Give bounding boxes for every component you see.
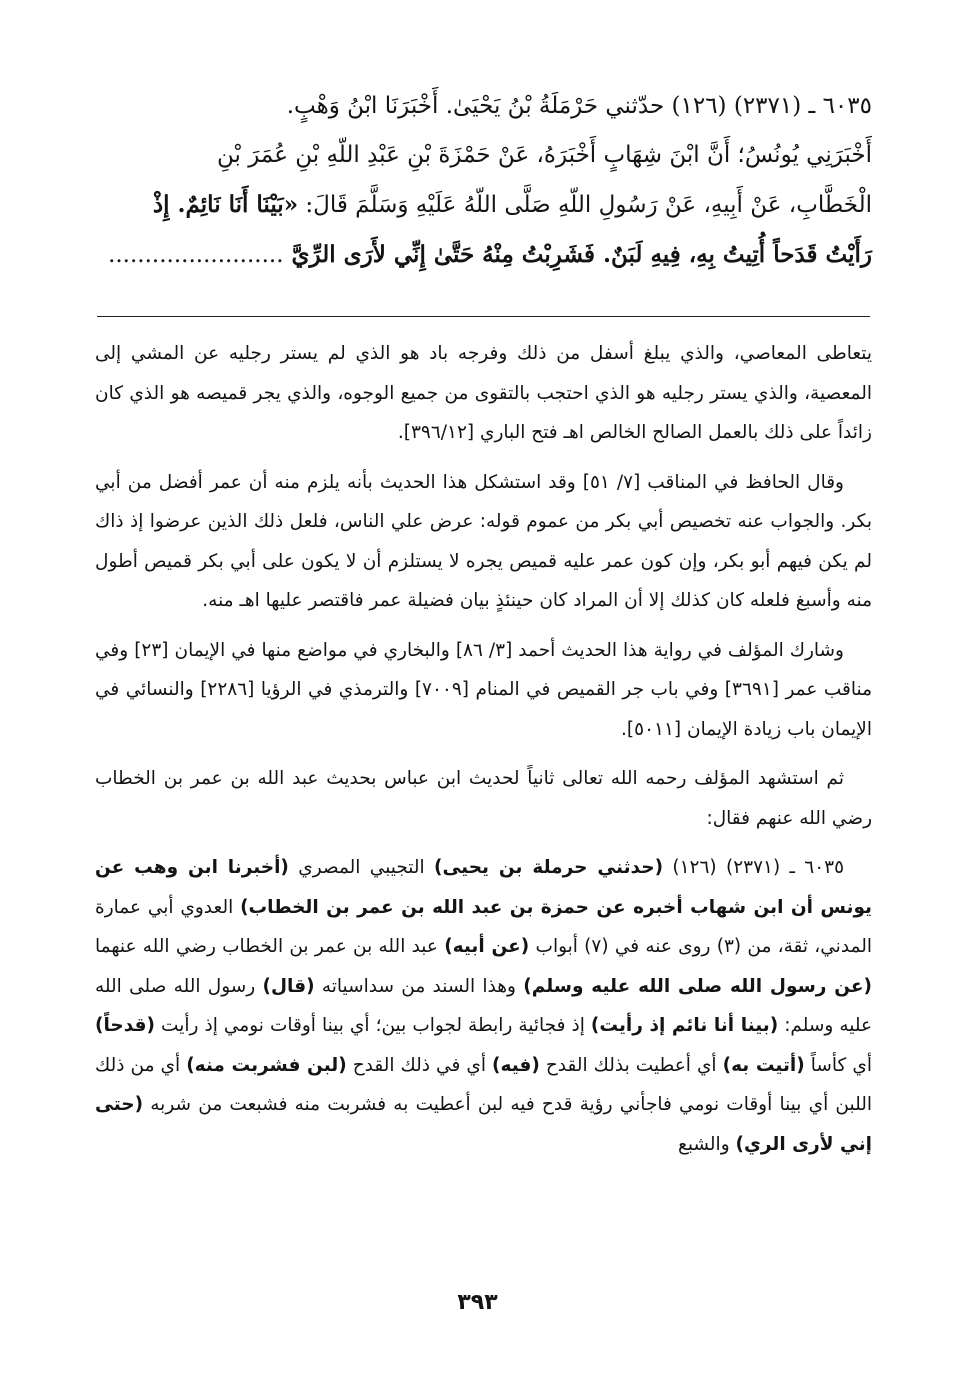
hadith-line-bold: رَأَيْتُ قَدَحاً أُتِيتُ بِهِ، فِيهِ لَبَنٌ. فَشَرِبْتُ مِنْهُ حَتَّىٰ إِنِّي لأَرَى الرِّيَّ <box>283 241 872 268</box>
hadith-line <box>95 230 872 280</box>
commentary-section <box>95 334 872 1174</box>
hadith-dots: ........................ <box>108 242 284 268</box>
text-run: إذ فجائية رابطة لجواب بين؛ أي بينا أوقات نومي إذ رأيت <box>155 1015 591 1036</box>
bold-run: (أخبرنا ابن وهب عن يونس أن ابن شهاب أخبره عن حمزة بن عبد الله بن عمر بن الخطاب) <box>95 857 872 918</box>
bold-run: (قال) <box>262 975 315 997</box>
commentary-paragraph <box>95 848 872 1164</box>
footnote-divider <box>97 316 870 317</box>
text-run: أي من ذلك اللبن أي بينا أوقات نومي فاجأني رؤية قدح فيه لبن أعطيت به فشربت منه فشبعت من شربه <box>95 1054 872 1115</box>
hadith-line: أَخْبَرَنِي يُونُسُ؛ أَنَّ ابْنَ شِهَابٍ أَخْبَرَهُ، عَنْ حَمْزَةَ بْنِ عَبْدِ اللّهِ بْنِ عُمَرَ بْنِ <box>216 142 872 168</box>
text-run: أي في ذلك القدح <box>346 1054 493 1076</box>
page-number: ٣٩٣ <box>457 1290 498 1315</box>
text-run: أي كأساً <box>804 1054 872 1076</box>
bold-run: (بينا أنا نائم إذ رأيت) <box>590 1015 779 1036</box>
bold-run: (قدحاً) <box>95 1015 155 1036</box>
hadith-line: ٦٠٣٥ ـ (٢٣٧١) (١٢٦) حدّثني حَرْمَلَةُ بْنُ يَحْيَىٰ. أَخْبَرَنَا ابْنُ وَهْبٍ. <box>286 93 872 119</box>
commentary-paragraph: وقال الحافظ في المناقب [٧/ ٥١] وقد استشكل هذا الحديث بأنه يلزم منه أن عمر أفضل من أبي بكر. والجواب عنه تخصيص أبي بكر من عموم قوله: عرض علي الناس، فلعل ذلك الذين عرضوا إذ ذاك لم يكن فيهم أبو بكر، وإن كون عمر عليه قميص يجره لا يستلزم أن لا يكون على أبي بكر قميص أطول منه وأسبغ فلعله كان كذلك إلا أن المراد كان حينئذٍ بيان فضيلة عمر فاقتصر عليها اهـ منه. <box>95 471 872 611</box>
bold-run: (لبن فشربت منه) <box>186 1054 347 1076</box>
text-run: أي أعطيت بذلك القدح <box>539 1054 723 1076</box>
hadith-line-plain: الْخَطَّابِ، عَنْ أَبِيهِ، عَنْ رَسُولِ اللّهِ صَلَّى اللّهُ عَلَيْهِ وَسَلَّمَ قَالَ: <box>298 192 872 218</box>
bold-run: (فيه) <box>492 1054 540 1076</box>
text-run: والشبع <box>677 1133 736 1155</box>
bold-run: (عن رسول الله صلى الله عليه وسلم) <box>523 975 872 997</box>
bold-run: (حدثني حرملة بن يحيى) <box>434 857 664 878</box>
hadith-line-bold: «بَيْنَا أَنَا نَائِمٌ. إِذْ <box>152 191 299 218</box>
text-run: وهذا السند من سداسياته <box>314 975 524 997</box>
commentary-paragraph: وشارك المؤلف في رواية هذا الحديث أحمد [٣/ ٨٦] والبخاري في مواضع منها في الإيمان [٢٣] وفي مناقب عمر [٣٦٩١] وفي باب جر القميص في المنام [٧٠٠٩] والترمذي في الرؤيا [٢٢٨٦] والنسائي في الإيمان باب زيادة الإيمان [٥٠١١]. <box>95 639 872 740</box>
text-run: العدوي أبي عمارة المدني، ثقة، من (٣) روى عنه في (٧) أبواب <box>95 896 873 957</box>
hadith-text <box>95 82 872 280</box>
commentary-paragraph: ثم استشهد المؤلف رحمه الله تعالى ثانياً لحديث ابن عباس بحديث عبد الله بن عمر بن الخطاب رضي الله عنهم فقال: <box>95 768 872 829</box>
hadith-line <box>95 180 872 230</box>
commentary-paragraph: يتعاطى المعاصي، والذي يبلغ أسفل من ذلك وفرجه باد هو الذي لم يستر رجليه عن المشي إلى المعصية، والذي يستر رجليه هو الذي احتجب بالتقوى من جميع الوجوه، والذي يجر قميصه هو الذي كان زائداً على ذلك بالعمل الصالح الخالص اهـ فتح الباري [٣٩٦/١٢]. <box>95 343 872 443</box>
text-run: التجيبي المصري <box>288 857 434 878</box>
bold-run: (حتى إني لأرى الري) <box>95 1094 872 1155</box>
text-run: ٦٠٣٥ ـ (٢٣٧١) (١٢٦) <box>663 857 845 878</box>
text-run: عبد الله بن عمر بن الخطاب رضي الله عنهما <box>95 936 445 957</box>
bold-run: (عن أبيه) <box>444 936 530 957</box>
text-run: رسول الله صلى الله عليه وسلم: <box>95 975 872 1036</box>
bold-run: (أتيت به) <box>722 1054 805 1076</box>
